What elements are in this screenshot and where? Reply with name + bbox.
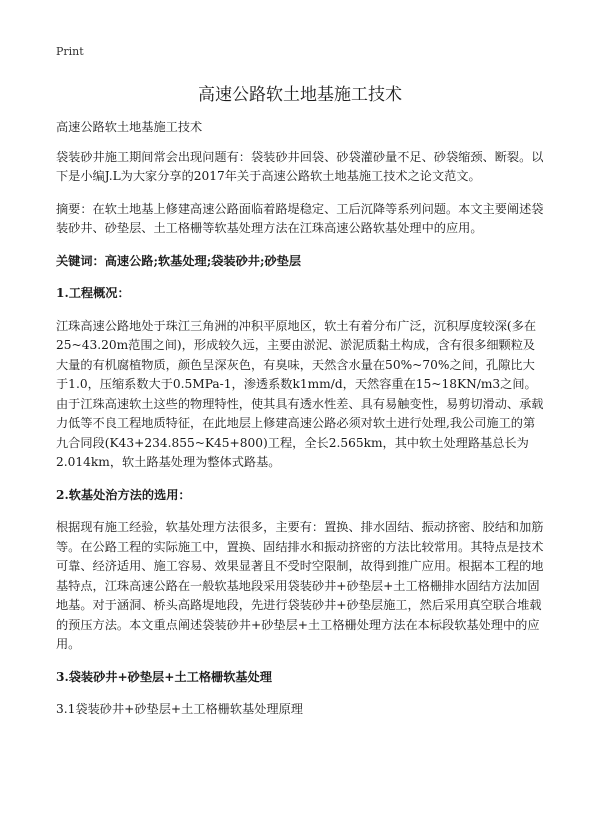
section-3-1-heading: 3.1袋装砂井+砂垫层+土工格栅软基处理原理 (56, 702, 303, 716)
document-subtitle: 高速公路软土地基施工技术 (56, 120, 203, 134)
document-body (56, 118, 546, 720)
section-2-body: 根据现有施工经验，软基处理方法很多，主要有：置换、排水固结、振动挤密、胶结和加筋等。在公路工程的实际施工中，置换、固结排水和振动挤密的方法比较常用。其特点是技术可靠、经济适用、施工容易、效果显著且不受时空限制，故得到推广应用。根据本工程的地基特点，江珠高速公路在一般软基地段采用袋装砂井+砂垫层+土工格栅排水固结方法加固地基。对于涵洞、桥头高路堤地段，先进行袋装砂井+砂垫层施工，然后采用真空联合堆载的预压方法。本文重点阐述袋装砂井+砂垫层+土工格栅处理方法在本标段软基处理中的应用。 (56, 520, 544, 651)
section-2-heading: 2.软基处治方法的选用： (56, 487, 191, 502)
print-label: Print (56, 45, 84, 58)
document-title: 高速公路软土地基施工技术 (198, 85, 402, 105)
section-1-body: 江珠高速公路地处于珠江三角洲的冲积平原地区，软土有着分布广泛，沉积厚度较深(多在25~43.20m范围之间)，形成较久远，主要由淤泥、淤泥质黏土构成，含有很多细颗粒及大量的有机腐植物质，颜色呈深灰色，有臭味，天然含水量在50%~70%之间，孔隙比大于1.0，压缩系数大于0.5MPa-1，渗透系数k1mm/d，天然容重在15~18KN/m3之间。由于江珠高速软土这些的物理特性，使其具有透水性差、具有易触变性，易剪切滑动、承载力低等不良工程地质特征，在此地层上修建高速公路必须对软土进行处理,我公司施工的第九合同段(K43+234.855~K45+800)工程，全长2.565km，其中软土处理路基总长为2.014km，软土路基处理为整体式路基。 (56, 318, 544, 469)
section-3-heading: 3.袋装砂井+砂垫层+土工格栅软基处理 (56, 669, 272, 684)
abstract-paragraph: 摘要：在软土地基上修建高速公路面临着路堤稳定、工后沉降等系列问题。本文主要阐述袋装砂井、砂垫层、土工格栅等软基处理方法在江珠高速公路软基处理中的应用。 (56, 201, 544, 235)
section-1-heading: 1.工程概况： (56, 286, 130, 300)
keywords-line: 关键词：高速公路;软基处理;袋装砂井;砂垫层 (56, 253, 302, 268)
intro-paragraph: 袋装砂井施工期间常会出现问题有：袋装砂井回袋、砂袋灌砂量不足、砂袋缩颈、断裂。以下是小编J.L为大家分享的2017年关于高速公路软土地基施工技术之论文范文。 (56, 149, 544, 183)
